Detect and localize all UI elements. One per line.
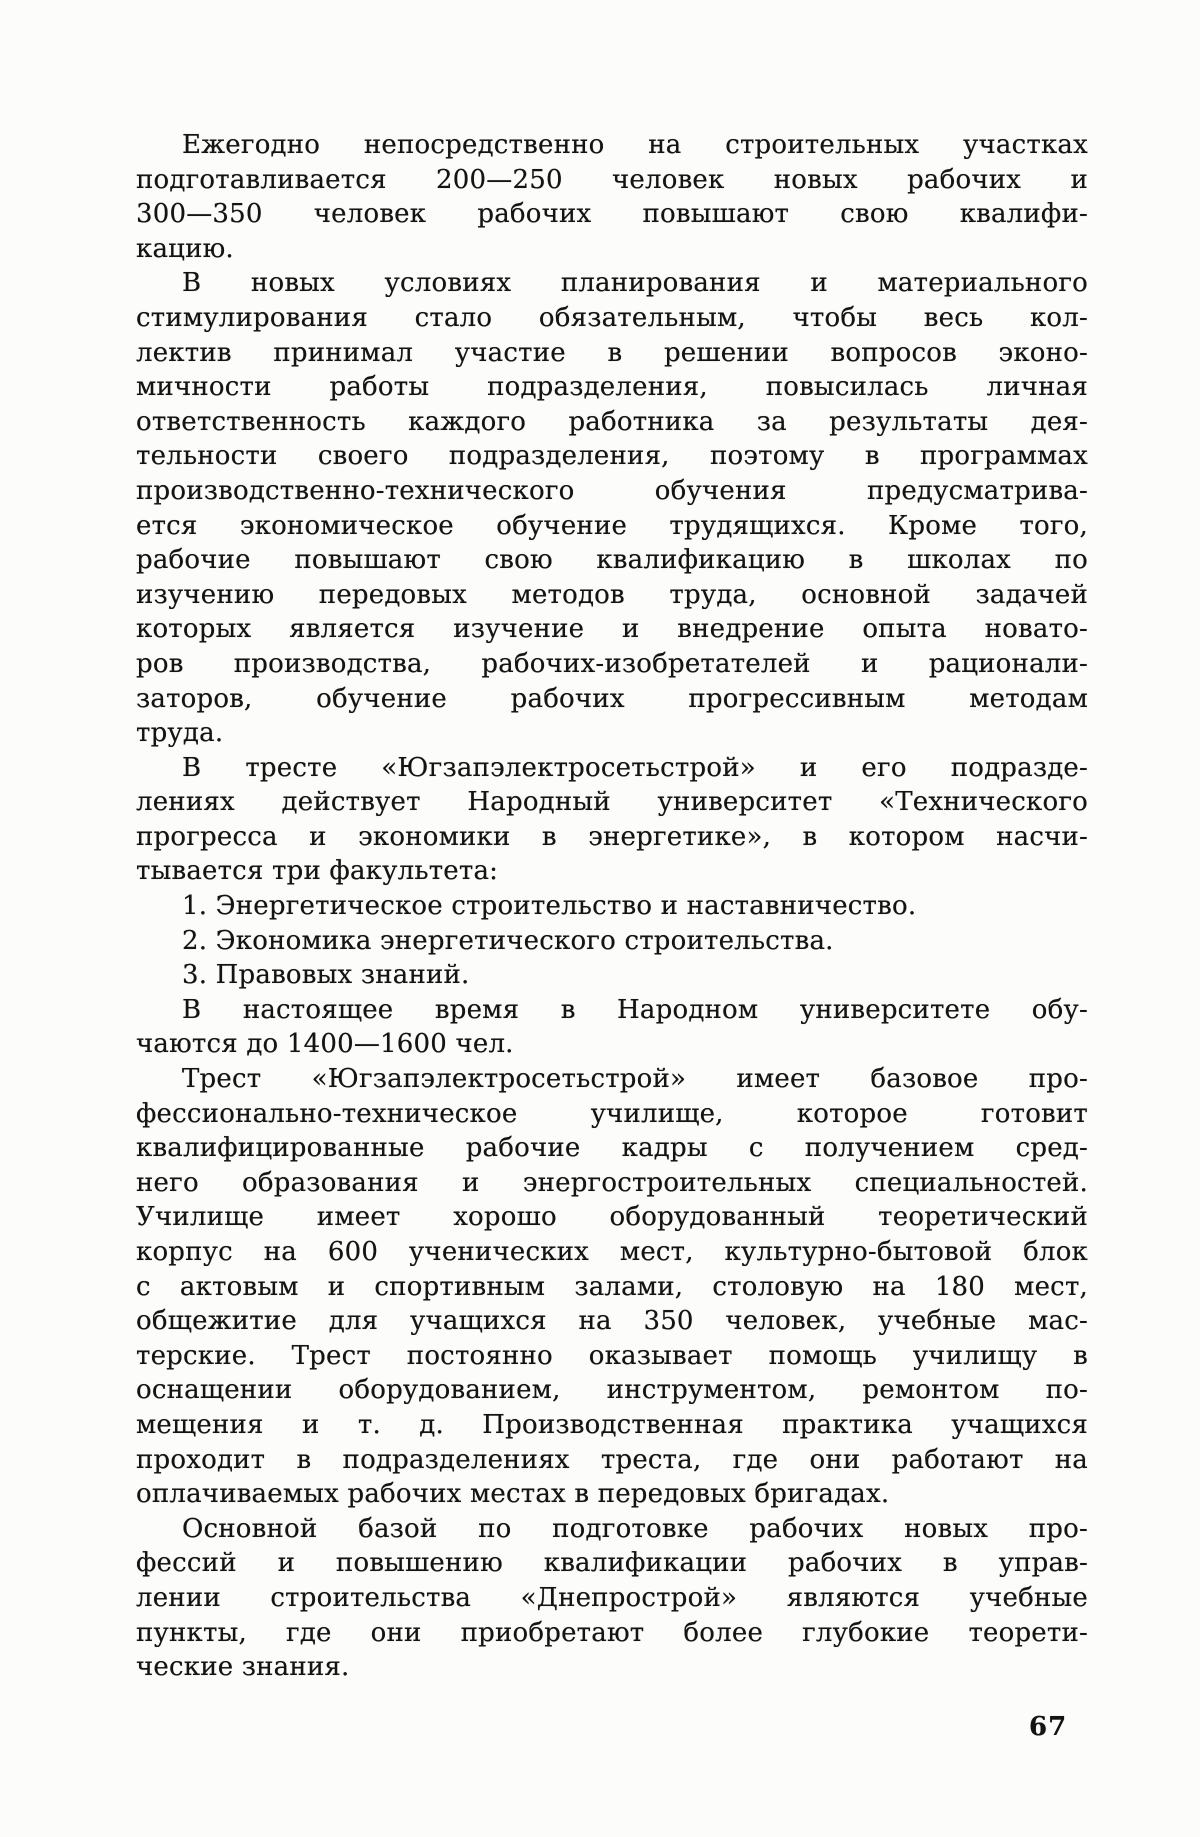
text-line: тельности своего подразделения, поэтому в программах <box>136 441 1088 472</box>
text-line: ров производства, рабочих-изобретателей и рационали- <box>136 648 1088 679</box>
text-line: оснащении оборудованием, инструментом, ремонтом по- <box>136 1375 1088 1406</box>
text-line: Основной базой по подготовке рабочих новых про- <box>182 1513 1088 1544</box>
text-line: Училище имеет хорошо оборудованный теоретический <box>136 1202 1088 1233</box>
text-line: фессий и повышению квалификации рабочих в управ- <box>136 1548 1088 1579</box>
text-line: труда. <box>136 718 224 749</box>
text-line: В новых условиях планирования и материального <box>182 268 1088 299</box>
text-line: чаются до 1400—1600 чел. <box>136 1029 514 1060</box>
text-line: тывается три факультета: <box>136 856 499 887</box>
text-line: мичности работы подразделения, повысилась личная <box>136 372 1088 403</box>
text-line: корпус на 600 ученических мест, культурно-бытовой блок <box>136 1237 1088 1267</box>
text-line: пункты, где они приобретают более глубокие теорети- <box>136 1617 1088 1648</box>
text-line: мещения и т. д. Производственная практика учащихся <box>136 1409 1088 1440</box>
text-line: 1. Энергетическое строительство и наставничество. <box>182 891 917 922</box>
text-line: проходит в подразделениях треста, где они работают на <box>136 1444 1088 1475</box>
text-line: В настоящее время в Народном университете обу- <box>182 994 1088 1025</box>
text-line: лениях действует Народный университет «Технического <box>136 787 1088 818</box>
text-line: стимулирования стало обязательным, чтобы весь кол- <box>136 302 1088 333</box>
text-line: общежитие для учащихся на 350 человек, учебные мас- <box>136 1306 1088 1337</box>
text-line: заторов, обучение рабочих прогрессивным методам <box>136 683 1088 714</box>
text-line: Трест «Югзапэлектросетьстрой» имеет базовое про- <box>182 1064 1088 1095</box>
text-line: лении строительства «Днепрострой» являются учебные <box>136 1582 1088 1613</box>
text-line: 300—350 человек рабочих повышают свою квалифи- <box>136 199 1088 230</box>
text-line: терские. Трест постоянно оказывает помощь училищу в <box>136 1340 1088 1371</box>
text-line: производственно-технического обучения предусматрива- <box>136 475 1088 506</box>
text-line: 2. Экономика энергетического строительства. <box>182 925 834 956</box>
text-line: 3. Правовых знаний. <box>182 960 470 991</box>
text-line: с актовым и спортивным залами, столовую на 180 мест, <box>136 1271 1088 1302</box>
text-line: кацию. <box>136 233 234 264</box>
text-line: оплачиваемых рабочих местах в передовых бригадах. <box>136 1479 890 1510</box>
text-line: ответственность каждого работника за результаты дея- <box>136 406 1088 437</box>
text-line: которых является изучение и внедрение опыта новато- <box>136 614 1088 645</box>
text-line: Ежегодно непосредственно на строительных участках <box>182 130 1088 160</box>
text-line: прогресса и экономики в энергетике», в котором насчи- <box>136 821 1088 852</box>
text-line: квалифицированные рабочие кадры с получением сред- <box>136 1133 1088 1164</box>
text-line: фессионально-техническое училище, которое готовит <box>136 1098 1088 1129</box>
text-line: него образования и энергостроительных специальностей. <box>136 1167 1088 1198</box>
text-line: изучению передовых методов труда, основной задачей <box>136 579 1088 610</box>
page-number: 67 <box>1029 1712 1068 1742</box>
text-line: ется экономическое обучение трудящихся. Кроме того, <box>136 510 1088 541</box>
text-line: ческие знания. <box>136 1652 350 1683</box>
text-content <box>136 128 1088 1685</box>
text-line: подготавливается 200—250 человек новых рабочих и <box>136 164 1088 195</box>
text-line: рабочие повышают свою квалификацию в школах по <box>136 545 1088 576</box>
text-line: лектив принимал участие в решении вопросов эконо- <box>136 337 1088 368</box>
text-line: В тресте «Югзапэлектросетьстрой» и его подразде- <box>182 752 1088 783</box>
